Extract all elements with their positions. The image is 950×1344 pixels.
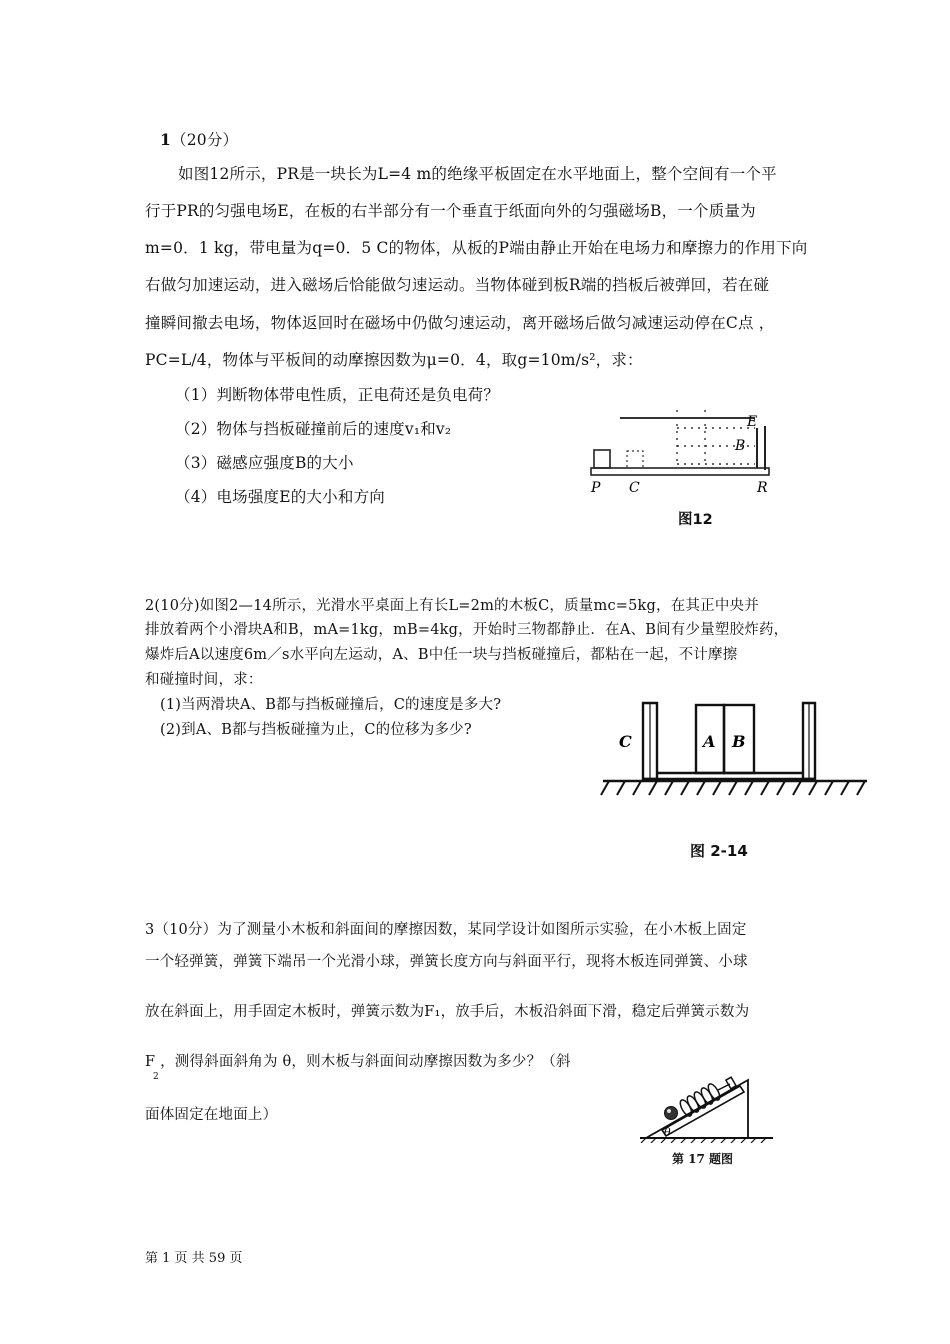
figure-2-14-caption: 图 2-14 [690,842,748,860]
q1-line-2: 行于PR的匀强电场E，在板的右半部分有一个垂直于纸面向外的匀强磁场B，一个质量为 [145,202,756,220]
object-block [594,450,610,468]
label-b: B [735,438,746,454]
label-a: A [703,732,716,751]
q3-subscript-2: 2 [153,1072,159,1082]
q3-line-1: 3（10分）为了测量小木板和斜面间的摩擦因数，某同学设计如图所示实验，在小木板上固定 [145,922,747,938]
q1-score: （20分） [171,131,239,149]
q1-line-3: m=0．1 kg，带电量为q=0．5 C的物体，从板的P端由静止开始在电场力和摩擦力的作用下向 [145,239,808,257]
label-c: C [629,480,640,496]
q1-sub-2: （2）物体与挡板碰撞前后的速度v₁和v₂ [175,420,452,438]
ground-hatch [601,781,865,795]
ball [665,1107,678,1120]
q2-line-1: 2(10分)如图2—14所示，光滑水平桌面上有长L=2m的木板C，质量mc=5kg，在其正中央并 [145,598,759,614]
label-c2: C [619,732,632,751]
q2-sub-1: (1)当两滑块A、B都与挡板碰撞后，C的速度是多大? [160,697,502,713]
label-p: P [591,480,601,496]
q1-sub-3: （3）磁感应强度B的大小 [175,454,354,472]
insulating-plate [591,468,769,475]
figure-2-14-diagram [595,695,875,805]
q3-line-2: 一个轻弹簧，弹簧下端吊一个光滑小球，弹簧长度方向与斜面平行，现将木板连同弹簧、小球 [145,954,748,970]
q1-heading [160,128,238,150]
q1-sub-4: （4）电场强度E的大小和方向 [175,488,385,506]
q2-line-3: 爆炸后A以速度6m／s水平向左运动，A、B中任一块与挡板碰撞后，都粘在一起，不计摩擦 [145,647,738,663]
label-e: E [747,414,758,430]
label-b2: B [732,732,746,751]
incline [646,1080,748,1138]
q1-line-5: 撞瞬间撤去电场，物体返回时在磁场中仍做匀速运动，离开磁场后做匀减速运动停在C点 ， [145,314,775,332]
figure-12-diagram [585,398,785,498]
figure-17-caption: 第 17 题图 [672,1152,734,1166]
figure-17-diagram [638,1058,778,1143]
label-theta: θ [664,1126,671,1139]
q2-line-2: 排放着两个小滑块A和B，mA=1kg，mB=4kg，开始时三物都静止．在A、B间有少量塑胶炸药， [145,622,789,638]
q2-sub-2: (2)到A、B都与挡板碰撞为止，C的位移为多少? [160,722,472,738]
q1-sub-1: （1）判断物体带电性质，正电荷还是负电荷？ [175,386,500,404]
q3-line-3: 放在斜面上，用手固定木板时，弹簧示数为F₁，放手后，木板沿斜面下滑，稳定后弹簧示数为 [145,1004,750,1020]
dotted-position-c [627,451,643,468]
baffle-r [757,426,765,470]
label-r: R [757,480,768,496]
board-c [643,703,815,779]
q1-number: 1 [160,130,171,149]
q2-line-4: 和碰撞时间，求： [145,672,263,688]
figure-12-caption: 图12 [678,512,713,528]
q1-line-4: 右做匀加速运动，进入磁场后恰能做匀速运动。当物体碰到板R端的挡板后被弹回，若在碰 [145,276,770,294]
q1-line-1: 如图12所示，PR是一块长为L=4 m的绝缘平板固定在水平地面上，整个空间有一个平 [178,165,777,183]
q3-line-5: 面体固定在地面上） [145,1107,278,1123]
page-footer: 第 1 页 共 59 页 [145,1251,243,1266]
q1-line-6: PC=L/4，物体与平板间的动摩擦因数为μ=0．4，取g=10m/s²，求： [145,351,643,369]
q3-line-4: F ，测得斜面斜角为 θ，则木板与斜面间动摩擦因数为多少？（斜 [145,1054,571,1070]
